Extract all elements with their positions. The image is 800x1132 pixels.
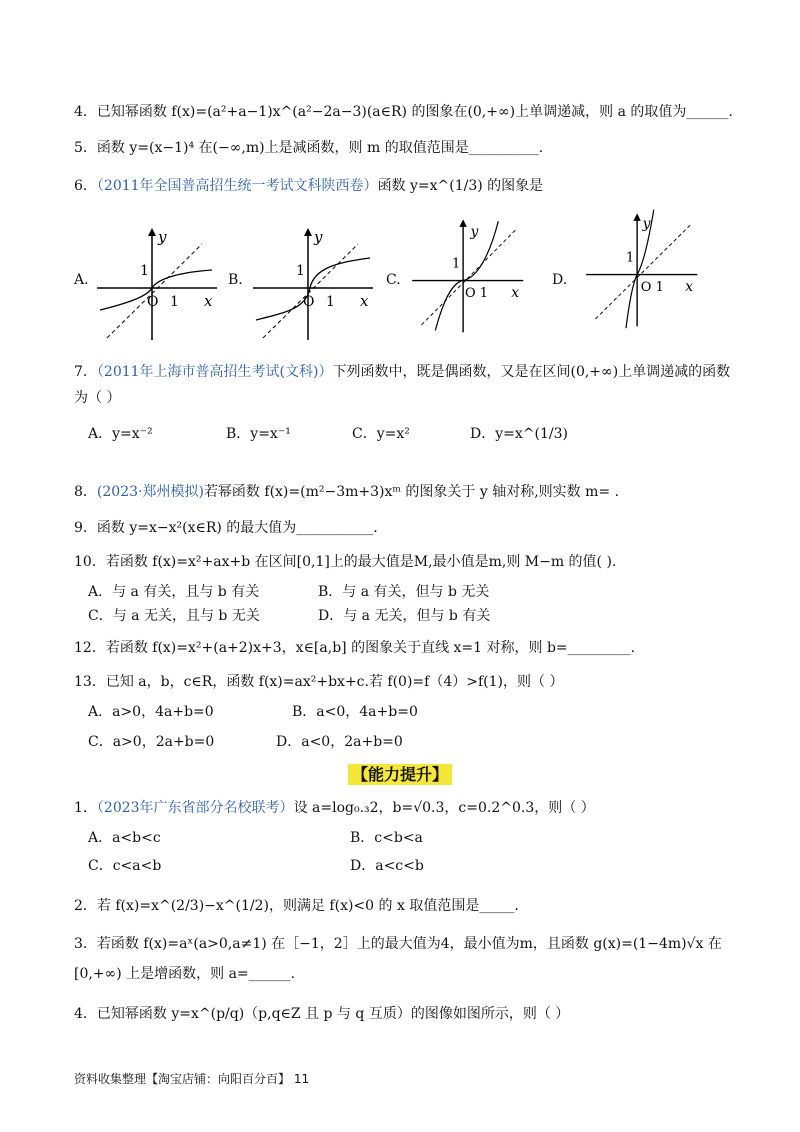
question-8 <box>74 482 619 502</box>
p1-option-a: A．a<b<c <box>88 830 161 846</box>
q7-option-b: B．y=x⁻¹ <box>226 426 291 442</box>
practice-3-continued: [0,+∞) 上是增函数，则 a=______. <box>74 966 296 982</box>
question-number: 6． <box>74 178 97 194</box>
question-source: （2011年上海市普高招生考试(文科)） <box>96 364 333 380</box>
graph-a-label: A. <box>74 272 89 288</box>
practice-2: 2．若 f(x)=x^(2/3)−x^(1/2)，则满足 f(x)<0 的 x 取值范围是_____. <box>74 898 519 914</box>
question-4: 4．已知幂函数 f(x)=(a²+a−1)x^(a²−2a−3)(a∈R) 的图象在(0,+∞)上单调递减，则 a 的取值为______. <box>74 104 733 120</box>
question-10: 10．若函数 f(x)=x²+ax+b 在区间[0,1]上的最大值是M,最小值是m,则 M−m 的值( ). <box>74 554 617 570</box>
question-text: 下列函数中，既是偶函数，又是在区间(0,+∞)上单调递减的函数 <box>332 364 731 380</box>
question-number: 8． <box>74 484 97 500</box>
graph-d <box>576 206 726 331</box>
q10-option-c: C．与 a 无关，且与 b 无关 <box>88 608 260 624</box>
graph-d-label: D. <box>552 272 568 288</box>
q13-option-b: B．a<0，4a+b=0 <box>292 704 418 720</box>
q10-option-a: A．与 a 有关，且与 b 有关 <box>88 584 260 600</box>
question-9: 9．函数 y=x−x²(x∈R) 的最大值为___________. <box>74 520 378 536</box>
page-footer: 资料收集整理【淘宝店铺：向阳百分百】 11 <box>74 1072 310 1086</box>
q13-option-a: A．a>0，4a+b=0 <box>88 704 214 720</box>
practice-4: 4．已知幂函数 y=x^(p/q)（p,q∈Z 且 p 与 q 互质）的图像如图所示，则（ ） <box>74 1006 570 1022</box>
p1-option-c: C．c<a<b <box>88 858 162 874</box>
axis-y-label: y <box>158 228 167 246</box>
question-text: 若幂函数 f(x)=(m²−3m+3)xᵐ 的图象关于 y 轴对称,则实数 m= . <box>203 484 620 500</box>
question-7 <box>74 362 730 382</box>
question-5: 5．函数 y=(x−1)⁴ 在(−∞,m)上是减函数，则 m 的取值范围是__________. <box>74 140 544 156</box>
question-number: 7． <box>74 364 97 380</box>
question-7-continued: 为（ ） <box>74 390 121 406</box>
q7-option-d: D．y=x^(1/3) <box>470 426 568 442</box>
axis-x-label: x <box>204 292 213 310</box>
q13-option-d: D．a<0，2a+b=0 <box>276 734 403 750</box>
graph-b <box>248 220 398 345</box>
tick-one-x: 1 <box>326 294 335 310</box>
origin-label: O <box>640 280 652 296</box>
question-6 <box>74 176 543 196</box>
axis-y-label: y <box>470 224 479 241</box>
tick-one-x: 1 <box>655 280 664 296</box>
tick-one-y: 1 <box>452 256 461 272</box>
axis-x-label: x <box>685 279 694 296</box>
graph-b-label: B. <box>228 272 243 288</box>
p1-option-d: D．a<c<b <box>350 858 424 874</box>
tick-one-x: 1 <box>479 286 489 302</box>
tick-one-x: 1 <box>170 294 179 310</box>
q7-option-c: C．y=x² <box>352 426 410 442</box>
origin-label: O <box>464 286 476 302</box>
question-13: 13．已知 a，b，c∈R，函数 f(x)=ax²+bx+c.若 f(0)=f（4）>f(1)，则（ ） <box>74 674 564 690</box>
practice-1 <box>74 798 595 818</box>
q7-option-a: A．y=x⁻² <box>88 426 153 442</box>
q10-option-b: B．与 a 有关，但与 b 无关 <box>318 584 490 600</box>
section-title-text: 【能力提升】 <box>348 764 452 785</box>
question-source: （2011年全国普高招生统一考试文科陕西卷） <box>96 178 378 194</box>
question-source: (2023·郑州模拟) <box>96 484 204 500</box>
graph-a <box>92 220 242 345</box>
origin-label: O <box>303 294 315 310</box>
graph-c-label: C. <box>386 272 401 288</box>
graph-c <box>402 212 552 337</box>
question-text: 函数 y=x^(1/3) 的图象是 <box>377 178 544 194</box>
tick-one-y: 1 <box>296 263 305 279</box>
tick-one-y: 1 <box>140 263 149 279</box>
question-text: 设 a=log₀.₃2，b=√0.3，c=0.2^0.3，则（ ） <box>293 800 595 816</box>
axis-x-label: x <box>511 285 520 302</box>
question-number: 1． <box>74 800 97 816</box>
p1-option-b: B．c<b<a <box>350 830 423 846</box>
question-source: （2023年广东省部分名校联考） <box>96 800 294 816</box>
section-title <box>0 762 800 785</box>
q10-option-d: D．与 a 无关，但与 b 有关 <box>318 608 491 624</box>
tick-one-y: 1 <box>626 250 635 266</box>
axis-x-label: x <box>360 292 369 310</box>
q13-option-c: C．a>0，2a+b=0 <box>88 734 215 750</box>
question-12: 12．若函数 f(x)=x²+(a+2)x+3，x∈[a,b] 的图象关于直线 x=1 对称，则 b=_________. <box>74 640 636 656</box>
practice-3: 3．若函数 f(x)=aˣ(a>0,a≠1) 在［−1，2］上的最大值为4，最小值为m，且函数 g(x)=(1−4m)√x 在 <box>74 936 722 952</box>
axis-y-label: y <box>314 228 323 246</box>
axis-y-label: y <box>642 216 651 233</box>
origin-label: O <box>147 294 159 310</box>
